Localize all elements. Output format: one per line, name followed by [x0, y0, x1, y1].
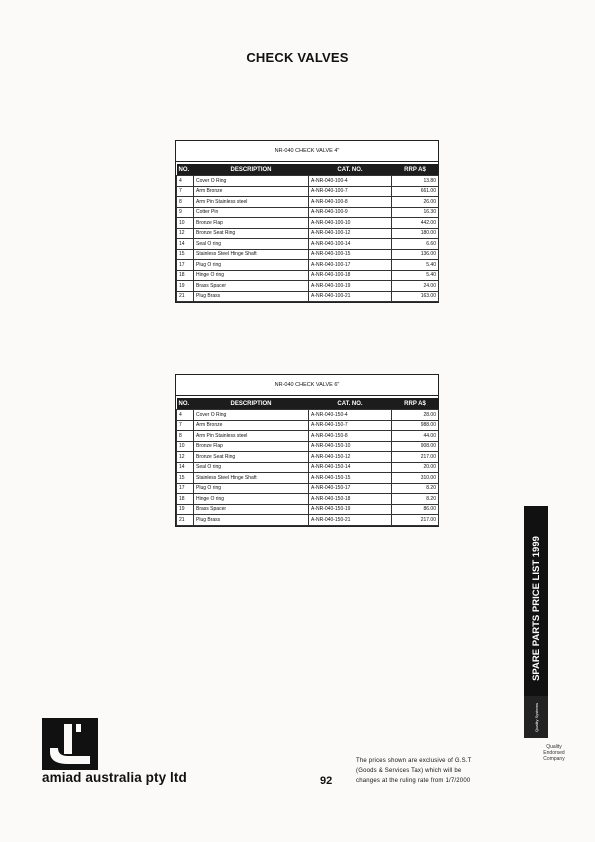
cell-description: Seal O ring	[194, 239, 309, 250]
cell-no: 8	[177, 431, 194, 442]
table-row	[177, 281, 439, 292]
side-banner-text: SPARE PARTS PRICE LIST 1999	[530, 535, 542, 681]
cell-description: Cover O Ring	[194, 410, 309, 421]
cell-price: 5.40	[392, 270, 439, 281]
cell-no: 14	[177, 462, 194, 473]
cell-price: 44.00	[392, 431, 439, 442]
table-row	[177, 270, 439, 281]
cell-no: 7	[177, 186, 194, 197]
cell-price: 661.00	[392, 186, 439, 197]
cell-description: Stainless Steel Hinge Shaft	[194, 249, 309, 260]
cell-price: 442.00	[392, 218, 439, 229]
company-logo-icon	[42, 718, 98, 770]
table-row	[177, 197, 439, 208]
cell-cat-no: A-NR-040-100-19	[309, 281, 392, 292]
quality-line: Quality	[546, 744, 562, 750]
table-row	[177, 473, 439, 484]
table-row	[177, 218, 439, 229]
cell-cat-no: A-NR-040-150-14	[309, 462, 392, 473]
col-header-cat-no: CAT. NO.	[309, 164, 392, 176]
table-row	[177, 291, 439, 302]
table-row	[177, 452, 439, 463]
cell-cat-no: A-NR-040-100-12	[309, 228, 392, 239]
cell-cat-no: A-NR-040-150-15	[309, 473, 392, 484]
cell-no: 4	[177, 410, 194, 421]
cell-no: 9	[177, 207, 194, 218]
cell-description: Hinge O ring	[194, 494, 309, 505]
cell-cat-no: A-NR-040-100-9	[309, 207, 392, 218]
col-header-cat-no: CAT. NO.	[309, 398, 392, 410]
cell-no: 14	[177, 239, 194, 250]
gst-disclaimer	[356, 756, 516, 786]
cell-no: 21	[177, 291, 194, 302]
cell-description: Cotter Pin	[194, 207, 309, 218]
cell-price: 6.60	[392, 239, 439, 250]
cell-cat-no: A-NR-040-150-17	[309, 483, 392, 494]
quality-line: Company	[543, 756, 565, 762]
cell-cat-no: A-NR-040-150-18	[309, 494, 392, 505]
quality-line: Endorsed	[543, 750, 565, 756]
col-header-description: DESCRIPTION	[194, 164, 309, 176]
table-row	[177, 239, 439, 250]
page-title: CHECK VALVES	[246, 50, 349, 65]
cell-description: Brass Spacer	[194, 281, 309, 292]
cell-description: Plug Brass	[194, 515, 309, 526]
table-caption: NR-040 CHECK VALVE 6"	[176, 375, 438, 396]
cell-cat-no: A-NR-040-150-10	[309, 441, 392, 452]
cell-price: 988.00	[392, 420, 439, 431]
table-row	[177, 207, 439, 218]
cell-no: 18	[177, 494, 194, 505]
cell-price: 310.00	[392, 473, 439, 484]
cell-description: Bronze Flap	[194, 218, 309, 229]
table-row	[177, 260, 439, 271]
cell-description: Bronze Flap	[194, 441, 309, 452]
cell-description: Bronze Seat Ring	[194, 228, 309, 239]
price-table-4-inch	[175, 140, 439, 303]
cell-price: 16.30	[392, 207, 439, 218]
cell-price: 8.20	[392, 494, 439, 505]
col-header-no: NO.	[177, 164, 194, 176]
cell-no: 12	[177, 228, 194, 239]
cell-description: Hinge O ring	[194, 270, 309, 281]
table-row	[177, 249, 439, 260]
cell-description: Plug O ring	[194, 483, 309, 494]
cell-price: 28.00	[392, 410, 439, 421]
table-row	[177, 494, 439, 505]
cell-description: Bronze Seat Ring	[194, 452, 309, 463]
quality-badge	[524, 696, 548, 738]
cell-cat-no: A-NR-040-150-4	[309, 410, 392, 421]
cell-no: 15	[177, 249, 194, 260]
table-row	[177, 228, 439, 239]
cell-cat-no: A-NR-040-100-14	[309, 239, 392, 250]
col-header-no: NO.	[177, 398, 194, 410]
cell-description: Arm Bronze	[194, 186, 309, 197]
cell-no: 8	[177, 197, 194, 208]
cell-price: 5.40	[392, 260, 439, 271]
col-header-price: RRP A$	[392, 164, 439, 176]
cell-cat-no: A-NR-040-150-7	[309, 420, 392, 431]
cell-price: 136.00	[392, 249, 439, 260]
cell-price: 163.00	[392, 291, 439, 302]
cell-price: 217.00	[392, 452, 439, 463]
disclaimer-line: (Goods & Services Tax) which will be	[356, 768, 462, 774]
table-row	[177, 431, 439, 442]
cell-no: 17	[177, 260, 194, 271]
disclaimer-line: The prices shown are exclusive of G.S.T	[356, 758, 472, 764]
cell-price: 20.00	[392, 462, 439, 473]
cell-description: Arm Pin Stainless steel	[194, 431, 309, 442]
col-header-description: DESCRIPTION	[194, 398, 309, 410]
cell-cat-no: A-NR-040-100-17	[309, 260, 392, 271]
col-header-price: RRP A$	[392, 398, 439, 410]
cell-cat-no: A-NR-040-150-8	[309, 431, 392, 442]
cell-no: 4	[177, 176, 194, 187]
cell-cat-no: A-NR-040-100-4	[309, 176, 392, 187]
disclaimer-line: changes at the ruling rate from 1/7/2000	[356, 778, 471, 784]
table-body	[177, 176, 439, 302]
quality-endorsed	[530, 744, 578, 762]
cell-price: 86.00	[392, 504, 439, 515]
cell-price: 24.00	[392, 281, 439, 292]
table-row	[177, 410, 439, 421]
cell-description: Plug O ring	[194, 260, 309, 271]
cell-cat-no: A-NR-040-150-19	[309, 504, 392, 515]
parts-table	[176, 398, 439, 526]
cell-price: 217.00	[392, 515, 439, 526]
table-row	[177, 504, 439, 515]
cell-price: 13.80	[392, 176, 439, 187]
cell-price: 180.00	[392, 228, 439, 239]
cell-description: Cover O Ring	[194, 176, 309, 187]
parts-table	[176, 164, 439, 302]
cell-cat-no: A-NR-040-100-8	[309, 197, 392, 208]
quality-badge-text: Quality Systems	[533, 702, 539, 732]
cell-no: 17	[177, 483, 194, 494]
table-header-row	[177, 398, 439, 410]
cell-price: 908.00	[392, 441, 439, 452]
cell-no: 10	[177, 441, 194, 452]
table-header-row	[177, 164, 439, 176]
cell-no: 18	[177, 270, 194, 281]
cell-no: 10	[177, 218, 194, 229]
table-row	[177, 462, 439, 473]
table-body	[177, 410, 439, 526]
table-row	[177, 186, 439, 197]
table-caption: NR-040 CHECK VALVE 4"	[176, 141, 438, 162]
cell-description: Seal O ring	[194, 462, 309, 473]
table-row	[177, 515, 439, 526]
table-row	[177, 483, 439, 494]
cell-price: 8.20	[392, 483, 439, 494]
cell-price: 26.00	[392, 197, 439, 208]
cell-cat-no: A-NR-040-100-10	[309, 218, 392, 229]
cell-cat-no: A-NR-040-100-7	[309, 186, 392, 197]
company-name: amiad australia pty ltd	[42, 770, 187, 785]
cell-cat-no: A-NR-040-100-18	[309, 270, 392, 281]
cell-no: 21	[177, 515, 194, 526]
cell-description: Arm Bronze	[194, 420, 309, 431]
cell-description: Brass Spacer	[194, 504, 309, 515]
cell-cat-no: A-NR-040-150-21	[309, 515, 392, 526]
cell-cat-no: A-NR-040-150-12	[309, 452, 392, 463]
cell-no: 7	[177, 420, 194, 431]
cell-description: Plug Brass	[194, 291, 309, 302]
cell-cat-no: A-NR-040-100-15	[309, 249, 392, 260]
table-row	[177, 420, 439, 431]
cell-description: Stainless Steel Hinge Shaft	[194, 473, 309, 484]
page-number: 92	[320, 775, 333, 787]
price-table-6-inch	[175, 374, 439, 527]
cell-no: 15	[177, 473, 194, 484]
cell-description: Arm Pin Stainless steel	[194, 197, 309, 208]
cell-no: 19	[177, 504, 194, 515]
side-banner	[524, 506, 548, 710]
cell-no: 12	[177, 452, 194, 463]
table-row	[177, 441, 439, 452]
table-row	[177, 176, 439, 187]
cell-no: 19	[177, 281, 194, 292]
cell-cat-no: A-NR-040-100-21	[309, 291, 392, 302]
